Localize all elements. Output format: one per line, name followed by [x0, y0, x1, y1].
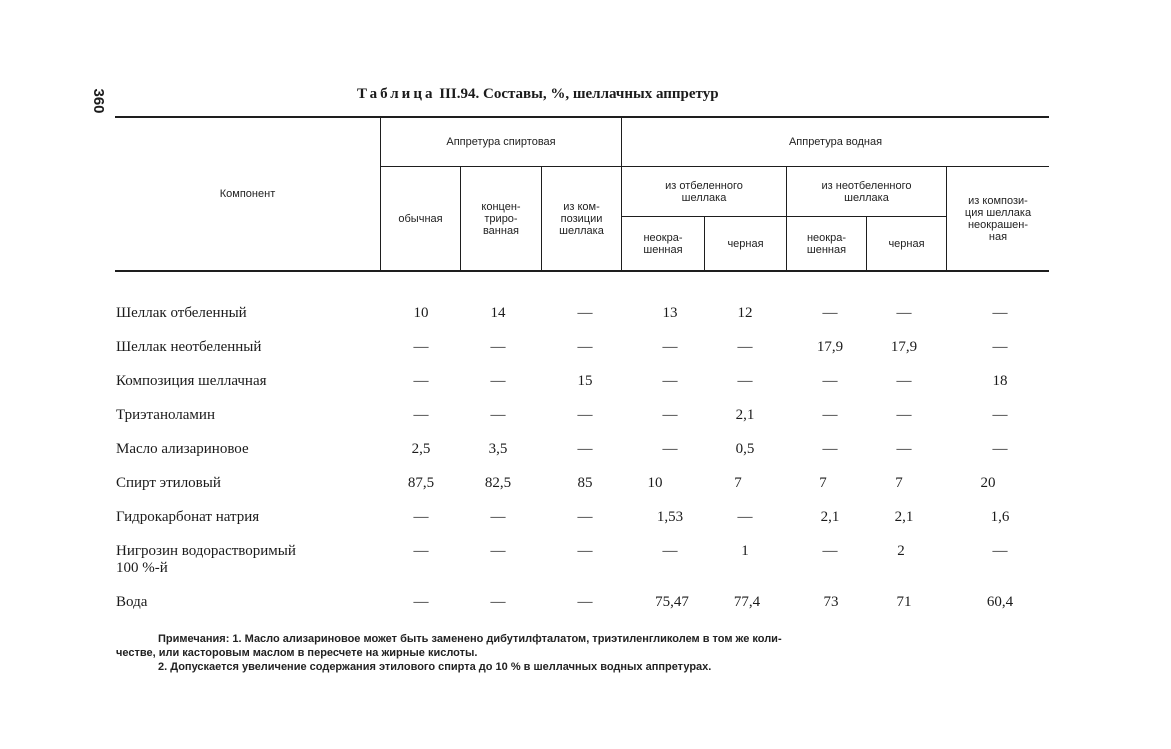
header-group-water: Аппретура водная: [788, 136, 883, 148]
table-cell: —: [737, 373, 753, 389]
table-cell: 85: [577, 475, 593, 491]
table-cell: 1,6: [990, 509, 1010, 525]
table-cell: 2,1: [735, 407, 755, 423]
row-label-alizarin-oil: Масло ализариновое: [116, 441, 249, 457]
table-cell: —: [662, 339, 678, 355]
row-label-bleached-shellac: Шеллак отбеленный: [116, 305, 247, 321]
header-water-subgroup-2: из неотбеленного шеллака: [821, 179, 912, 204]
table-cell: —: [822, 407, 838, 423]
table-cell: —: [822, 305, 838, 321]
table-cell: —: [896, 441, 912, 457]
table-cell: —: [822, 543, 838, 559]
table-cell: —: [992, 339, 1008, 355]
table-cell: —: [413, 594, 429, 610]
header-spirit-col-2: концен- триро- ванная: [481, 200, 521, 237]
table-cell: —: [490, 407, 506, 423]
table-cell: 17,9: [816, 339, 844, 355]
table-cell: —: [577, 543, 593, 559]
table-cell: —: [490, 373, 506, 389]
table-cell: 7: [734, 475, 742, 491]
table-cell: —: [896, 305, 912, 321]
table-cell: —: [413, 509, 429, 525]
table-cell: 77,4: [733, 594, 761, 610]
table-cell: —: [822, 441, 838, 457]
table-cell: —: [737, 509, 753, 525]
table-cell: 12: [737, 305, 753, 321]
table-cell: —: [662, 441, 678, 457]
table-cell: —: [413, 543, 429, 559]
table-cell: 2: [897, 543, 905, 559]
table-cell: 18: [992, 373, 1008, 389]
table-cell: —: [413, 373, 429, 389]
table-cell: —: [577, 407, 593, 423]
row-label-ethyl-alcohol: Спирт этиловый: [116, 475, 221, 491]
table-cell: —: [413, 339, 429, 355]
table-cell: —: [490, 509, 506, 525]
table-cell: —: [490, 339, 506, 355]
table-cell: 10: [413, 305, 429, 321]
table-cell: —: [992, 305, 1008, 321]
table-cell: —: [662, 543, 678, 559]
table-cell: 14: [490, 305, 506, 321]
table-cell: —: [413, 407, 429, 423]
table-cell: 75,47: [655, 594, 689, 610]
header-water-sub-col-3: неокра- шенная: [806, 231, 847, 256]
header-water-sub-col-4: черная: [888, 237, 925, 250]
row-label-unbleached-shellac: Шеллак неотбеленный: [116, 339, 262, 355]
table-cell: 7: [819, 475, 827, 491]
table-cell: 7: [895, 475, 903, 491]
header-water-last: из компози- ция шеллака неокрашен- ная: [964, 194, 1032, 243]
table-cell: 17,9: [890, 339, 918, 355]
page-number: 360: [90, 88, 108, 114]
note-line-1: Примечания: 1. Масло ализариновое может быть заменено дибутилфталатом, триэтиленгликолем в том же коли-: [158, 633, 782, 645]
row-label-shellac-composition: Композиция шеллачная: [116, 373, 267, 389]
table-cell: —: [490, 594, 506, 610]
table-cell: —: [992, 441, 1008, 457]
table-cell: —: [577, 441, 593, 457]
note-line-3: 2. Допускается увеличение содержания этилового спирта до 10 % в шеллачных водных аппретурах.: [158, 661, 712, 673]
table-cell: 1: [741, 543, 749, 559]
table-title-text: III.94. Составы, %, шеллачных аппретур: [439, 86, 719, 102]
header-spirit-col-3: из ком- позиции шеллака: [559, 200, 604, 237]
table-cell: 82,5: [484, 475, 512, 491]
header-water-sub-col-1: неокра- шенная: [643, 231, 683, 256]
table-header-bottom-rule: [115, 270, 1049, 272]
table-cell: —: [992, 543, 1008, 559]
table-cell: 13: [662, 305, 678, 321]
table-cell: 2,1: [820, 509, 840, 525]
table-cell: 87,5: [407, 475, 435, 491]
table-cell: 20: [980, 475, 996, 491]
row-label-sodium-bicarbonate: Гидрокарбонат натрия: [116, 509, 260, 525]
header-component: Компонент: [219, 188, 276, 200]
table-cell: —: [577, 339, 593, 355]
table-cell: —: [577, 305, 593, 321]
header-group-spirit: Аппретура спиртовая: [446, 136, 556, 148]
table-title: [357, 86, 719, 103]
table-cell: 2,1: [894, 509, 914, 525]
row-label-nigrosine: Нигрозин водорастворимый 100 %-й: [116, 543, 296, 576]
table-cell: 10: [647, 475, 663, 491]
table-cell: —: [822, 373, 838, 389]
row-label-water: Вода: [116, 594, 148, 610]
table-cell: —: [577, 594, 593, 610]
table-cell: —: [577, 509, 593, 525]
table-cell: 0,5: [735, 441, 755, 457]
table-cell: —: [896, 373, 912, 389]
table-cell: 15: [577, 373, 593, 389]
row-label-triethanolamine: Триэтаноламин: [116, 407, 215, 423]
table-cell: 3,5: [488, 441, 508, 457]
table-cell: —: [737, 339, 753, 355]
header-spirit-col-1: обычная: [398, 212, 443, 225]
table-cell: —: [662, 373, 678, 389]
table-cell: —: [490, 543, 506, 559]
note-line-2: честве, или касторовым маслом в пересчете на жирные кислоты.: [116, 647, 478, 659]
table-cell: 1,53: [656, 509, 684, 525]
table-cell: —: [662, 407, 678, 423]
header-water-sub-col-2: черная: [727, 237, 764, 250]
table-cell: —: [896, 407, 912, 423]
table-cell: —: [992, 407, 1008, 423]
table-cell: 71: [896, 594, 912, 610]
table-title-prefix: Таблица: [357, 86, 436, 102]
table-cell: 2,5: [411, 441, 431, 457]
table-cell: 73: [823, 594, 839, 610]
header-water-subgroup-1: из отбеленного шеллака: [665, 179, 743, 204]
table-cell: 60,4: [986, 594, 1014, 610]
